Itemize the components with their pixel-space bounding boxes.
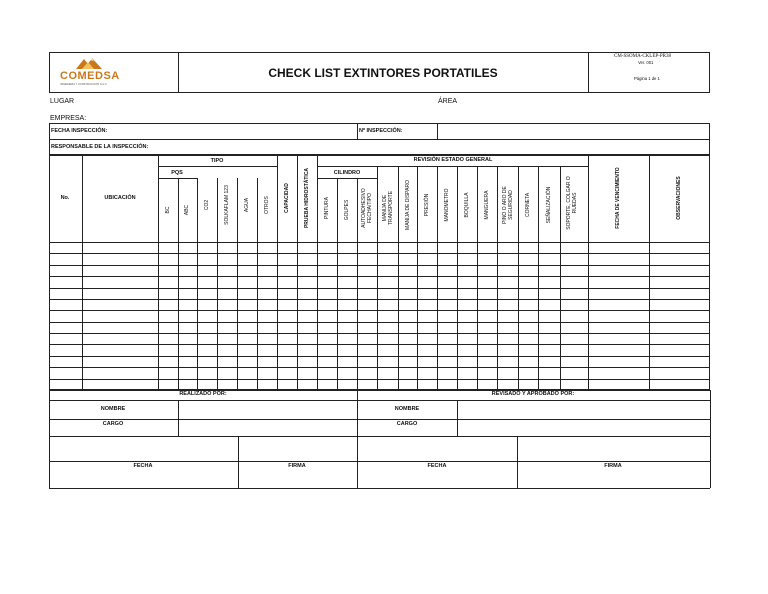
cargo-right-label: CARGO [396,421,418,427]
logo-subtitle: INGENIERIA Y CONSTRUCCION S.A.C. [60,83,108,86]
col-corneta: CORNETA [525,192,531,218]
sig-line-2 [49,419,710,420]
table-row-line [49,265,710,266]
table-col-line [178,178,179,390]
table-row-line [49,310,710,311]
logo-text: COMEDSA [60,70,120,82]
col-manija-disparo: MANIJA DE DISPARO [405,180,411,230]
pqs-row-line [158,178,197,179]
fecha-inspeccion-label: FECHA INSPECCIÓN: [51,128,108,134]
table-header-bottom [49,242,710,243]
cilindro-row-line [317,178,377,179]
info-divider-1 [357,123,358,139]
col-pqs: PQS [171,170,183,176]
col-observaciones: OBSERVACIONES [676,176,682,220]
sig-right [710,390,711,488]
sig-fecha-line [49,461,710,462]
col-soporte: SOPORTE, COLGAR O RUEDAS [566,176,578,230]
fecha-left-label: FECHA [133,463,153,469]
table-col-line [337,178,338,390]
info-divider-2 [437,123,438,139]
col-prueba-hidrostatica: PRUEBA HIDROSTÁTICA [304,167,310,229]
col-boquilla: BOQUILLA [464,192,470,218]
col-cilindro: CILINDRO [333,170,361,176]
inspection-table [49,155,710,390]
col-pin-seguridad: PINO O ARO DE SEGURIDAD [502,186,514,224]
col-pintura: PINTURA [324,197,330,219]
sig-line-3 [49,436,710,437]
col-abc: ABC [184,204,190,216]
table-col-line [297,155,298,390]
col-tipo: TIPO [210,158,224,164]
col-presion: PRESIÓN [424,193,430,217]
table-col-line [82,155,83,390]
tipo-row-line [158,166,277,167]
col-co2: CO2 [204,199,210,211]
revisado-por-label: REVISADO Y APROBADO POR: [491,391,575,397]
table-row-line [49,322,710,323]
numero-inspeccion-label: Nº INSPECCIÓN: [359,128,403,134]
lugar-label: LUGAR [50,98,75,105]
document-title: CHECK LIST EXTINTORES PORTATILES [268,66,498,80]
nombre-right-label: NOMBRE [394,406,420,412]
table-row-line [49,344,710,345]
col-senalizacion: SEÑALIZACIÓN [546,186,552,224]
sig-center [357,390,358,488]
comedsa-logo-icon [74,56,104,70]
info-row-line [49,139,710,140]
col-fecha-vencimiento: FECHA DE VENCIMIENTO [615,167,621,229]
table-col-line [277,155,278,390]
col-revision-estado: REVISIÓN ESTADO GENERAL [413,157,493,163]
table-row-line [49,299,710,300]
doc-page: Página 1 de 1 [634,76,660,81]
area-label: ÁREA [438,98,458,105]
firma-right-label: FIRMA [604,463,622,469]
table-row-line [49,379,710,380]
table-col-line [217,178,218,390]
col-agua: AGUA [244,197,250,213]
sig-nombre-left-divider [178,400,179,436]
sig-nombre-right-divider [457,400,458,436]
table-col-line [197,178,198,390]
empresa-label: EMPRESA: [50,115,87,122]
nombre-left-label: NOMBRE [100,406,126,412]
col-manometro: MANOMETRO [444,188,450,222]
doc-version: Ver. 001 [638,60,654,65]
responsable-label: RESPONSABLE DE LA INSPECCIÓN: [51,144,149,150]
col-no: No. [60,195,70,201]
col-ubicacion: UBICACIÓN [104,195,136,201]
table-col-line [257,178,258,390]
col-manija-transporte: MANIJA DE TRANSPORTE [382,190,394,226]
table-row-line [49,367,710,368]
col-bc: BC [165,206,171,214]
table-row-line [49,333,710,334]
sig-firma-left-divider [238,436,239,488]
table-row-line [49,288,710,289]
table-row-line [49,253,710,254]
table-col-line [317,155,318,390]
sig-line-1 [49,400,710,401]
table-row-line [49,356,710,357]
col-capacidad: CAPACIDAD [284,183,290,213]
table-col-line [649,155,650,390]
col-manguera: MANGUERA [484,190,490,220]
table-col-line [158,155,159,390]
table-col-line [357,178,358,390]
firma-left-label: FIRMA [288,463,306,469]
sig-firma-right-divider [517,436,518,488]
sig-top [49,390,710,391]
col-otros: OTROS [264,196,270,214]
sig-bottom [49,488,710,489]
col-golpes: GOLPES [344,199,350,221]
table-row-line [49,276,710,277]
fecha-right-label: FECHA [427,463,447,469]
doc-code: CM-SSOMA-CKLEP-PR38 [614,54,671,59]
col-solkaflam: SOLKAFLAM 123 [224,185,230,225]
revision-row-line [317,166,588,167]
table-col-line [237,178,238,390]
sig-left [49,390,50,488]
cargo-left-label: CARGO [102,421,124,427]
header-divider-code [588,52,589,93]
table-col-line [588,155,589,390]
col-autoadhesivo: AUTOADHESIVO FECHA/TIPO [361,188,373,228]
realizado-por-label: REALIZADO POR: [179,391,227,397]
